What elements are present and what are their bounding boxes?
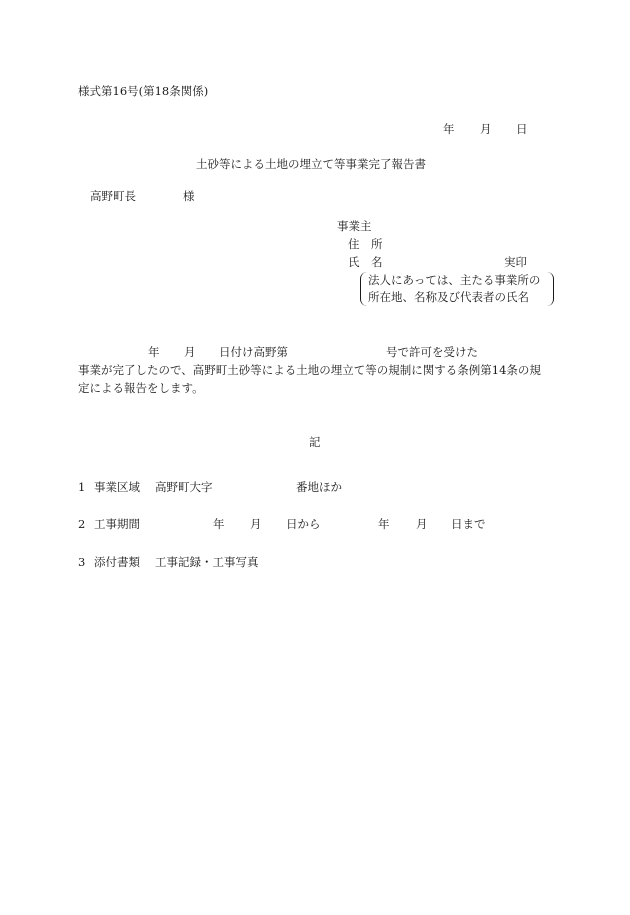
body-month: 月 (184, 345, 196, 359)
item-2-start-day: 日から (286, 517, 321, 531)
item-3-label: 添付書類 (94, 555, 140, 569)
form-number: 様式第16号(第18条関係) (78, 84, 209, 98)
item-1-value-end: 番地ほか (296, 480, 342, 494)
body-day-ref: 日付け高野第 (219, 345, 288, 359)
body-line-2: 事業が完了したので、高野町土砂等による土地の埋立て等の規制に関する条例第14条の規 (78, 363, 541, 377)
name-label: 氏 名 (348, 255, 383, 269)
seal-label: 実印 (504, 255, 527, 269)
body-year: 年 (148, 345, 160, 359)
date-month: 月 (480, 122, 492, 136)
document-title: 土砂等による土地の埋立て等事業完了報告書 (196, 157, 426, 171)
date-day: 日 (516, 122, 528, 136)
address-label: 住 所 (348, 237, 383, 251)
item-2-start-month: 月 (250, 517, 262, 531)
note-line-1: 法人にあっては、主たる事業所の (368, 273, 541, 287)
note-line-2: 所在地、名称及び代表者の氏名 (368, 290, 529, 304)
item-3-value: 工事記録・工事写真 (155, 555, 259, 569)
item-2-start-year: 年 (213, 517, 225, 531)
date-year: 年 (443, 122, 455, 136)
body-permit-tail: 号で許可を受けた (386, 345, 478, 359)
item-1-value-start: 高野町大字 (155, 480, 213, 494)
item-2-end-year: 年 (378, 517, 390, 531)
item-2-end-month: 月 (416, 517, 428, 531)
ki-heading: 記 (309, 435, 321, 449)
item-2-label: 工事期間 (94, 517, 140, 531)
applicant-heading: 事業主 (337, 219, 372, 233)
item-1-number: 1 (78, 480, 86, 494)
item-3-number: 3 (78, 555, 86, 569)
item-2-end-day: 日まで (451, 517, 486, 531)
body-line-3: 定による報告をします。 (78, 381, 204, 395)
item-1-label: 事業区域 (94, 480, 140, 494)
item-2-number: 2 (78, 517, 86, 531)
addressee-name: 高野町長 (90, 189, 136, 203)
addressee-honorific: 様 (183, 189, 195, 203)
